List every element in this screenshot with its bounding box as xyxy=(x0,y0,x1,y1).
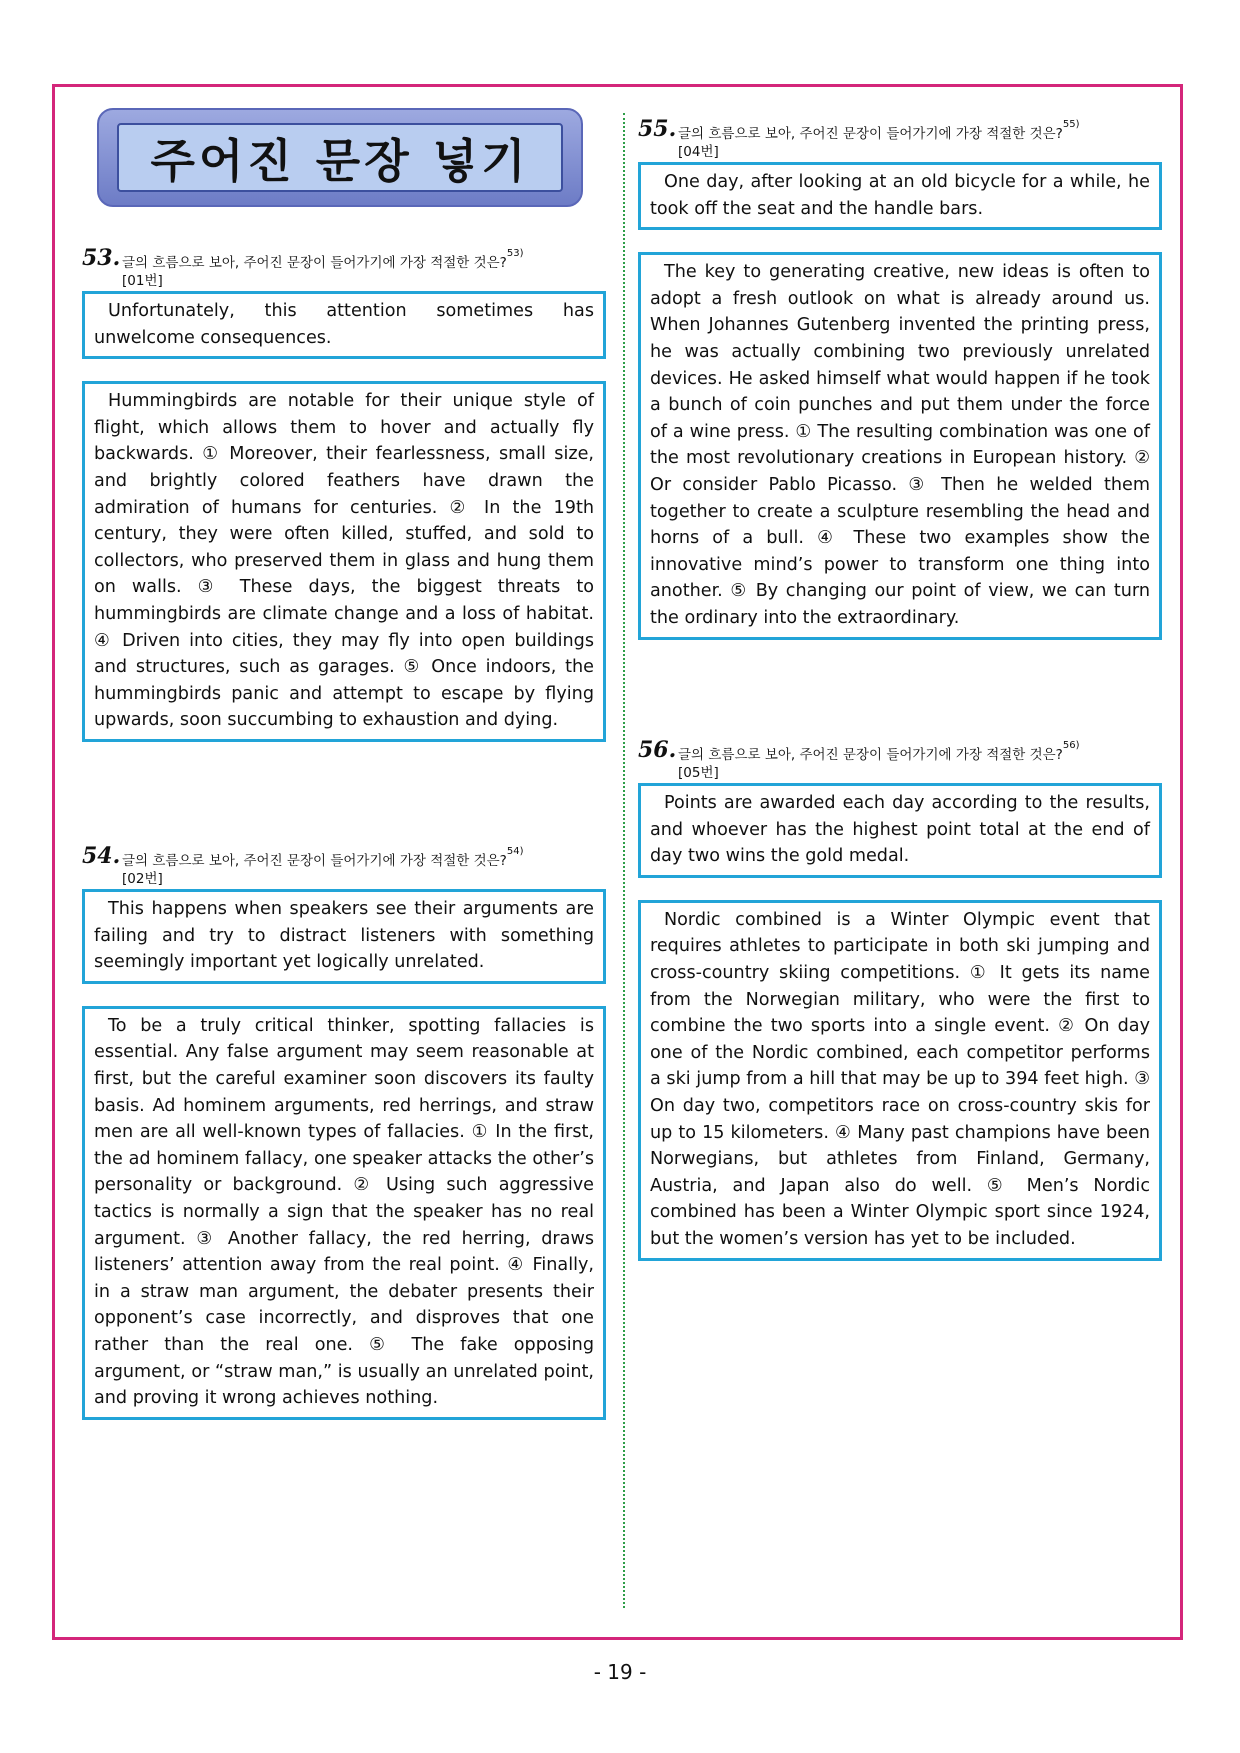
page-number: - 19 - xyxy=(593,1660,647,1684)
question-prompt: 글의 흐름으로 보아, 주어진 문장이 들어가기에 가장 적절한 것은?$^{55)}$ xyxy=(678,119,1080,142)
passage-box: Nordic combined is a Winter Olympic event that requires athletes to participate in both ski jumping and cross-country skiing competitions. ① It gets its name from the Norwegian military, who were the first to combine the two sports into a single event. ② On day one of the Nordic combined, each competitor performs a ski jump from a hill that may be up to 394 feet high. ③ On day two, competitors race on cross-country skis for up to 15 kilometers. ④ Many past champions have been Norwegians, but athletes from Finland, Germany, Austria, and Japan also do well. ⑤ Men’s Nordic combined has been a Winter Olympic sport since 1924, but the women’s version has yet to be included. xyxy=(638,900,1162,1261)
given-sentence-box: One day, after looking at an old bicycle for a while, he took off the seat and the handle bars. xyxy=(638,162,1162,230)
section-title-plate xyxy=(117,123,563,192)
question-number: 56. xyxy=(638,737,677,763)
question-55 xyxy=(638,118,1162,640)
question-source: [02번] xyxy=(122,871,163,887)
question-53 xyxy=(82,247,606,742)
footnote-marker: 56) xyxy=(1062,740,1080,751)
footnote-marker: 55) xyxy=(1062,119,1080,130)
question-header xyxy=(638,739,1162,781)
question-number: 55. xyxy=(638,116,677,142)
given-sentence-box: This happens when speakers see their arguments are failing and try to distract listeners with something seemingly important yet logically unrelated. xyxy=(82,889,606,984)
question-source: [04번] xyxy=(678,144,719,160)
question-header xyxy=(82,845,606,887)
question-prompt: 글의 흐름으로 보아, 주어진 문장이 들어가기에 가장 적절한 것은?$^{53)}$ xyxy=(122,248,524,271)
question-prompt: 글의 흐름으로 보아, 주어진 문장이 들어가기에 가장 적절한 것은?$^{56)}$ xyxy=(678,740,1080,763)
question-prompt: 글의 흐름으로 보아, 주어진 문장이 들어가기에 가장 적절한 것은?$^{54)}$ xyxy=(122,846,524,869)
question-number: 53. xyxy=(82,245,121,271)
question-54 xyxy=(82,845,606,1420)
passage-box: Hummingbirds are notable for their unique style of flight, which allows them to hover and actually fly backwards. ① Moreover, their fearlessness, small size, and brightly colored feathers have drawn the admiration of humans for centuries. ② In the 19th century, they were often killed, stuffed, and sold to collectors, who preserved them in glass and hung them on walls. ③ These days, the biggest threats to hummingbirds are climate change and a loss of habitat. ④ Driven into cities, they may fly into open buildings and structures, such as garages. ⑤ Once indoors, the hummingbirds panic and attempt to escape by flying upwards, soon succumbing to exhaustion and dying. xyxy=(82,381,606,742)
section-title: 주어진 문장 넣기 xyxy=(150,133,530,188)
question-header xyxy=(82,247,606,289)
question-header xyxy=(638,118,1162,160)
passage-box: The key to generating creative, new ideas is often to adopt a fresh outlook on what is already around us. When Johannes Gutenberg invented the printing press, he was actually combining two previously unrelated devices. He asked himself what would happen if he took a bunch of coin punches and put them under the force of a wine press. ① The resulting combination was one of the most revolutionary creations in European history. ② Or consider Pablo Picasso. ③ Then he welded them together to create a sculpture resembling the head and horns of a bull. ④ These two examples show the innovative mind’s power to transform one thing into another. ⑤ By changing our point of view, we can turn the ordinary into the extraordinary. xyxy=(638,252,1162,639)
footnote-marker: 54) xyxy=(506,846,524,857)
given-sentence-box: Points are awarded each day according to the results, and whoever has the highest point total at the end of day two wins the gold medal. xyxy=(638,783,1162,878)
passage-box: To be a truly critical thinker, spotting fallacies is essential. Any false argument may seem reasonable at first, but the careful examiner soon discovers its faulty basis. Ad hominem arguments, red herrings, and straw men are all well-known types of fallacies. ① In the first, the ad hominem fallacy, one speaker attacks the other’s personality or background. ② Using such aggressive tactics is normally a sign that the speaker has no real argument. ③ Another fallacy, the red herring, draws listeners’ attention away from the real point. ④ Finally, in a straw man argument, the debater presents their opponent’s case incorrectly, and disproves that one rather than the real one. ⑤ The fake opposing argument, or “straw man,” is usually an unrelated point, and proving it wrong achieves nothing. xyxy=(82,1006,606,1420)
section-title-banner xyxy=(97,108,583,207)
question-56 xyxy=(638,739,1162,1261)
footnote-marker: 53) xyxy=(506,248,524,259)
question-number: 54. xyxy=(82,843,121,869)
question-source: [01번] xyxy=(122,273,163,289)
column-divider xyxy=(623,113,625,1608)
question-source: [05번] xyxy=(678,765,719,781)
given-sentence-box: Unfortunately, this attention sometimes has unwelcome consequences. xyxy=(82,291,606,359)
